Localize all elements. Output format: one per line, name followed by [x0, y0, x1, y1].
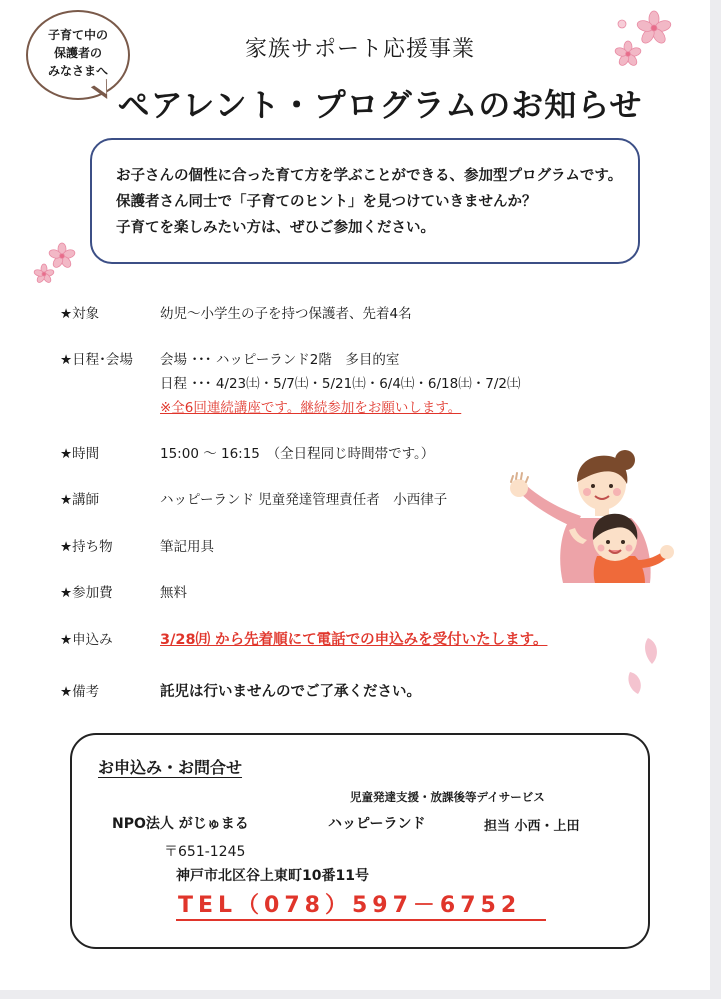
contact-heading: お申込み・お問合せ: [98, 758, 243, 777]
target-label: ★対象: [60, 306, 100, 322]
subtitle: 家族サポート応援事業: [244, 37, 475, 62]
lecturer-value: ハッピーランド 児童発達管理責任者 小西律子: [160, 492, 448, 508]
bubble-line-1: 子育て中の: [47, 28, 108, 42]
fee-value: 無料: [160, 585, 187, 601]
mother-child-illustration: [505, 448, 675, 583]
phone-number[interactable]: TEL（078）597－6752: [178, 893, 522, 918]
service-type: 児童発達支援・放課後等デイサービス: [350, 790, 545, 804]
petal-icon: [618, 634, 668, 698]
lecturer-label: ★講師: [60, 492, 100, 508]
schedule-note: ※全6回連続講座です。継続参加をお願いします。: [160, 400, 462, 416]
contact-person: 担当 小西・上田: [484, 819, 580, 834]
bubble-line-2: 保護者の: [53, 46, 102, 60]
facility-name: ハッピーランド: [328, 816, 426, 832]
intro-line-2: 保護者さん同士で「子育てのヒント」を見つけていきませんか？: [116, 194, 537, 210]
cherry-blossom-icon: [32, 238, 82, 286]
target-value: 幼児～小学生の子を持つ保護者、先着4名: [160, 306, 412, 322]
bubble-line-3: みなさまへ: [47, 64, 108, 78]
page-title: ペアレント・プログラムのお知らせ: [117, 86, 643, 124]
dates-value: 日程 ･･･ 4/23㈯・5/7㈯・5/21㈯・6/4㈯・6/18㈯・7/2㈯: [160, 376, 521, 392]
intro-line-3: 子育てを楽しみたい方は、ぜひご参加ください。: [116, 220, 435, 236]
intro-line-1: お子さんの個性に合った育て方を学ぶことができる、参加型プログラムです。: [116, 168, 623, 184]
contact-box: [70, 733, 650, 949]
remarks-value: 託児は行いませんのでご了承ください。: [160, 684, 421, 700]
time-label: ★時間: [60, 446, 100, 462]
postal-code: 〒651-1245: [164, 844, 246, 860]
time-value: 15:00 ～ 16:15 （全日程同じ時間帯です。）: [160, 446, 435, 462]
items-label: ★持ち物: [60, 539, 113, 555]
fee-label: ★参加費: [60, 585, 113, 601]
bubble-text: [26, 26, 130, 80]
intro-box: [90, 138, 640, 264]
apply-label: ★申込み: [60, 632, 113, 648]
remarks-label: ★備考: [60, 684, 100, 700]
schedule-label: ★日程･会場: [60, 352, 133, 368]
cherry-blossom-icon: [610, 8, 680, 74]
org-name: NPO法人 がじゅまる: [112, 816, 249, 832]
venue-value: 会場 ･･･ ハッピーランド2階 多目的室: [160, 352, 400, 368]
items-value: 筆記用具: [160, 539, 214, 555]
apply-value: 3/28㈪ から先着順にて電話での申込みを受付いたします。: [160, 632, 548, 648]
phone-underline: [176, 919, 546, 921]
address: 神戸市北区谷上東町10番11号: [176, 868, 369, 884]
